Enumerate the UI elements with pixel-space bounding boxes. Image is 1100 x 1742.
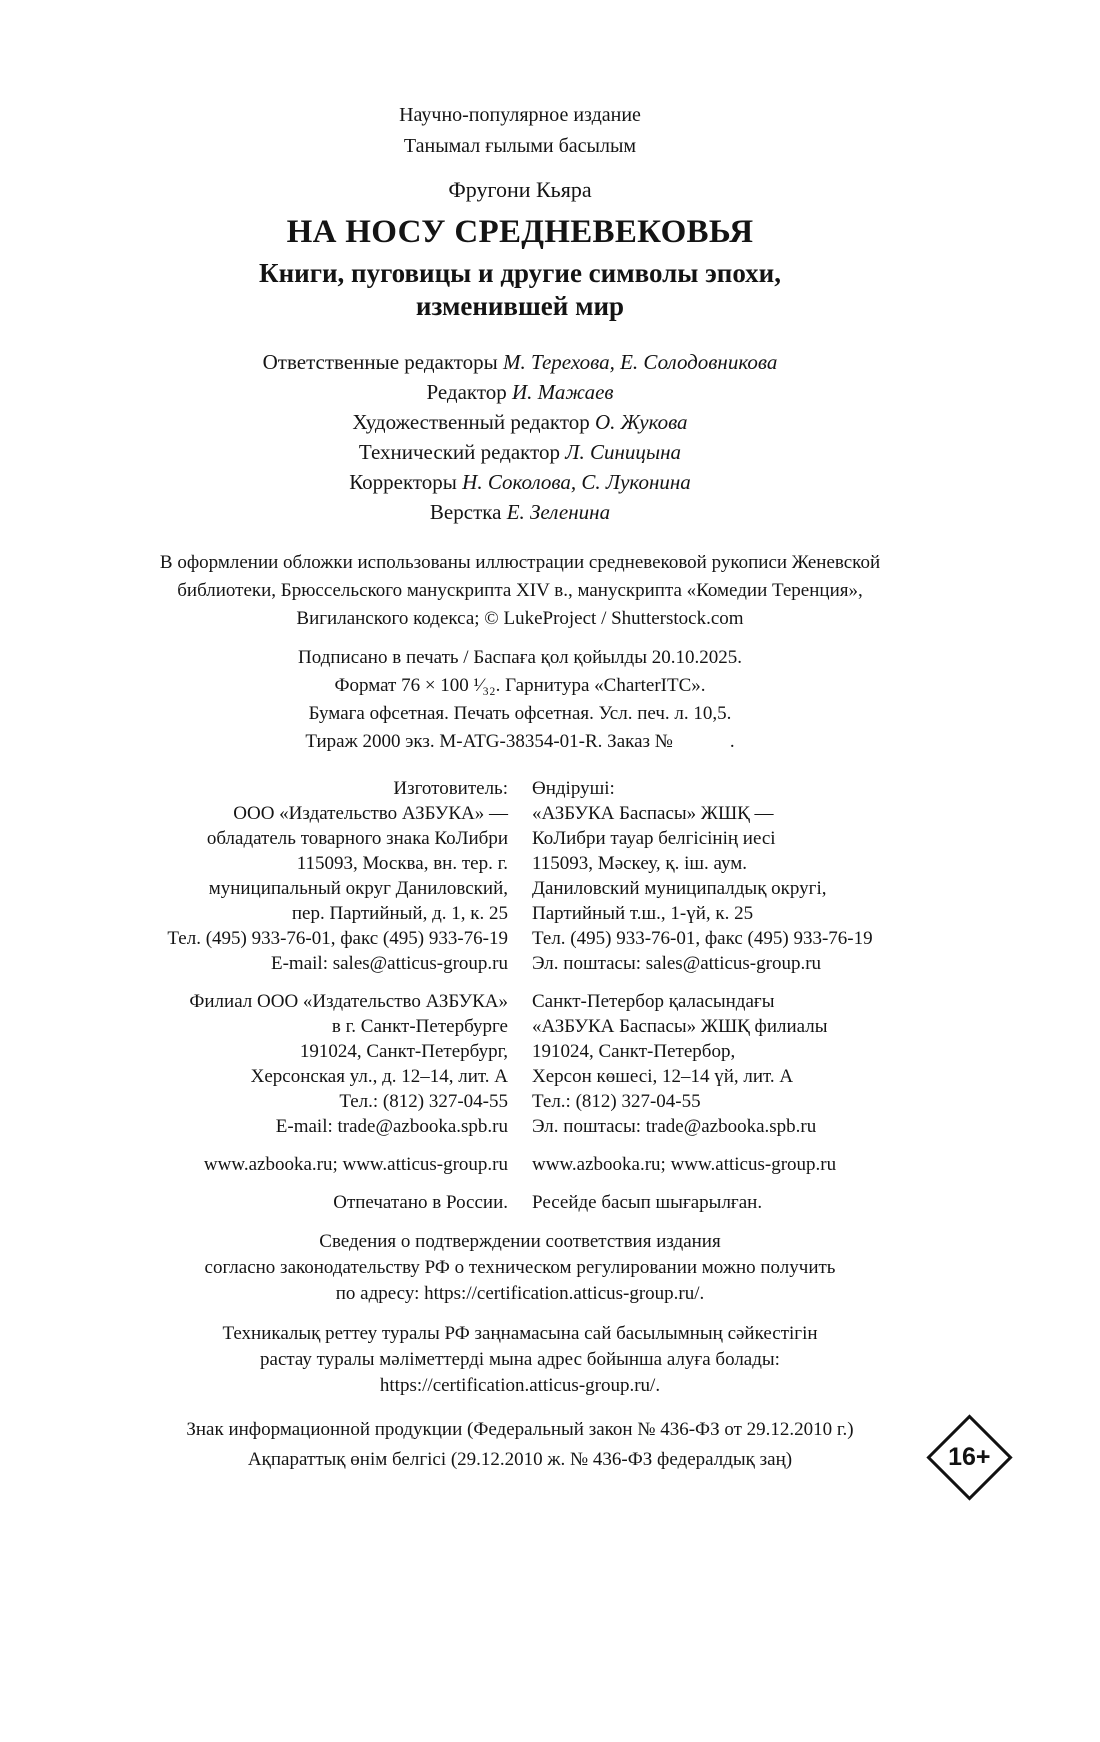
print-info: [140, 644, 900, 756]
printed-in-kk: Ресейде басып шығарылған.: [532, 1192, 763, 1213]
staff-role: Технический редактор: [358, 440, 561, 464]
age-notice: [140, 1415, 900, 1475]
edition-type-kk: Танымал ғылыми басылым: [403, 135, 637, 157]
branch-line: Херсон көшесі, 12–14 үй, лит. А: [532, 1066, 794, 1087]
book-subtitle: [140, 257, 900, 323]
author-name: Фругони Кьяра: [448, 177, 592, 202]
manufacturer-line: 115093, Москва, вн. тер. г.: [296, 853, 508, 874]
branch-block-kk: [532, 989, 900, 1139]
staff-role: Редактор: [426, 380, 507, 404]
branch-email: E-mail: trade@azbooka.spb.ru: [275, 1116, 508, 1137]
certification-ru-line: Сведения о подтверждении соответствия издания: [319, 1231, 721, 1252]
certification-kk-line: Техникалық реттеу туралы РФ заңнамасына сай басылымның сәйкестігін: [222, 1323, 818, 1344]
certification-kk: [140, 1321, 900, 1399]
branch-line: Филиал ООО «Издательство АЗБУКА»: [189, 991, 508, 1012]
branch-line: Санкт-Петербор қаласындағы: [532, 991, 775, 1012]
edition-type-ru: Научно-популярное издание: [399, 104, 641, 126]
branch-line: 191024, Санкт-Петербор,: [532, 1041, 736, 1062]
cover-credits: [140, 549, 900, 633]
manufacturer-line: ООО «Издательство АЗБУКА» —: [233, 803, 508, 824]
manufacturer-email: E-mail: sales@atticus-group.ru: [271, 953, 508, 974]
age-rating-label: 16+: [947, 1442, 991, 1471]
branch-line: Тел.: (812) 327-04-55: [532, 1091, 701, 1112]
manufacturer-line: муниципальный округ Даниловский,: [208, 878, 508, 899]
branch-line: 191024, Санкт-Петербург,: [299, 1041, 508, 1062]
cover-credits-line: библиотеки, Брюссельского манускрипта XIV в., манускрипта «Комедии Теренция»,: [177, 580, 863, 601]
manufacturer-line: обладатель товарного знака КоЛибри: [206, 828, 508, 849]
certification-ru: [140, 1229, 900, 1307]
staff-list: [140, 347, 900, 527]
imprint-column-russian: [140, 776, 520, 1215]
age-rating-badge: [922, 1410, 1016, 1504]
manufacturer-line: Изготовитель:: [393, 778, 508, 799]
manufacturer-line: Тел. (495) 933-76-01, факс (495) 933-76-19: [532, 928, 873, 949]
book-subtitle-line: изменившей мир: [415, 291, 625, 321]
print-info-line: Подписано в печать / Баспаға қол қойылды 20.10.2025.: [298, 647, 742, 668]
book-title: НА НОСУ СРЕДНЕВЕКОВЬЯ: [286, 214, 754, 250]
print-info-line: Бумага офсетная. Печать офсетная. Усл. печ. л. 10,5.: [308, 703, 732, 724]
imprint-column-kazakh: [520, 776, 900, 1215]
manufacturer-line: Өндіруші:: [532, 778, 615, 799]
cover-credits-line: В оформлении обложки использованы иллюстрации средневековой рукописи Женевской: [159, 552, 881, 573]
staff-line: [140, 407, 900, 437]
staff-role: Ответственные редакторы: [262, 350, 498, 374]
websites-kk: www.azbooka.ru; www.atticus-group.ru: [532, 1154, 837, 1175]
certification-ru-line: согласно законодательству РФ о техническом регулировании можно получить: [204, 1257, 836, 1278]
manufacturer-block-ru: [140, 776, 508, 976]
staff-names: Е. Зеленина: [506, 500, 611, 524]
certification-ru-url: по адресу: https://certification.atticus-group.ru/.: [335, 1283, 705, 1304]
manufacturer-line: КоЛибри тауар белгісінің иесі: [532, 828, 776, 849]
branch-line: в г. Санкт-Петербурге: [331, 1016, 508, 1037]
certification-kk-line: растау туралы мәліметтерді мына адрес бойынша алуға болады:: [260, 1349, 780, 1370]
staff-names: Л. Синицына: [565, 440, 682, 464]
staff-role: Корректоры: [349, 470, 457, 494]
colophon-page: [140, 0, 900, 1475]
manufacturer-line: Тел. (495) 933-76-01, факс (495) 933-76-19: [167, 928, 508, 949]
cover-credits-line: Вигиланского кодекса; © LukeProject / Shutterstock.com: [296, 608, 744, 629]
manufacturer-line: Партийный т.ш., 1-үй, к. 25: [532, 903, 754, 924]
print-info-line: Тираж 2000 экз. M-ATG-38354-01-R. Заказ № .: [305, 731, 735, 752]
edition-type-block: [140, 100, 900, 162]
manufacturer-line: 115093, Мәскеу, қ. іш. аум.: [532, 853, 748, 874]
branch-email: Эл. поштасы: trade@azbooka.spb.ru: [532, 1116, 817, 1137]
branch-line: Тел.: (812) 327-04-55: [339, 1091, 508, 1112]
staff-line: [140, 467, 900, 497]
staff-role: Верстка: [429, 500, 502, 524]
certification-kk-url: https://certification.atticus-group.ru/.: [379, 1375, 661, 1396]
manufacturer-block-kk: [532, 776, 900, 976]
staff-names: О. Жукова: [594, 410, 688, 434]
staff-line: [140, 497, 900, 527]
manufacturer-line: пер. Партийный, д. 1, к. 25: [291, 903, 508, 924]
book-subtitle-line: Книги, пуговицы и другие символы эпохи,: [259, 258, 781, 288]
branch-line: «АЗБУКА Баспасы» ЖШҚ филиалы: [532, 1016, 828, 1037]
printed-in-ru: Отпечатано в России.: [333, 1192, 508, 1213]
age-rating-diamond: [926, 1414, 1012, 1500]
print-info-line: Формат 76 × 100 ¹⁄₃₂. Гарнитура «CharterITC».: [334, 675, 706, 696]
staff-names: Н. Соколова, С. Луконина: [462, 470, 691, 494]
imprint-columns: [140, 776, 900, 1215]
branch-block-ru: [140, 989, 508, 1139]
staff-line: [140, 347, 900, 377]
staff-names: И. Мажаев: [511, 380, 614, 404]
manufacturer-line: Даниловский муниципалдық округі,: [532, 878, 827, 899]
manufacturer-email: Эл. поштасы: sales@atticus-group.ru: [532, 953, 822, 974]
branch-line: Херсонская ул., д. 12–14, лит. А: [250, 1066, 508, 1087]
staff-line: [140, 377, 900, 407]
websites-ru: www.azbooka.ru; www.atticus-group.ru: [203, 1154, 508, 1175]
age-notice-ru: Знак информационной продукции (Федеральный закон № 436-ФЗ от 29.12.2010 г.): [186, 1419, 854, 1440]
age-notice-kk: Ақпараттық өнім белгісі (29.12.2010 ж. № 436-ФЗ федералдық заң): [247, 1449, 793, 1470]
staff-line: [140, 437, 900, 467]
manufacturer-line: «АЗБУКА Баспасы» ЖШҚ —: [532, 803, 774, 824]
staff-names: М. Терехова, Е. Солодовникова: [503, 350, 778, 374]
staff-role: Художественный редактор: [352, 410, 590, 434]
